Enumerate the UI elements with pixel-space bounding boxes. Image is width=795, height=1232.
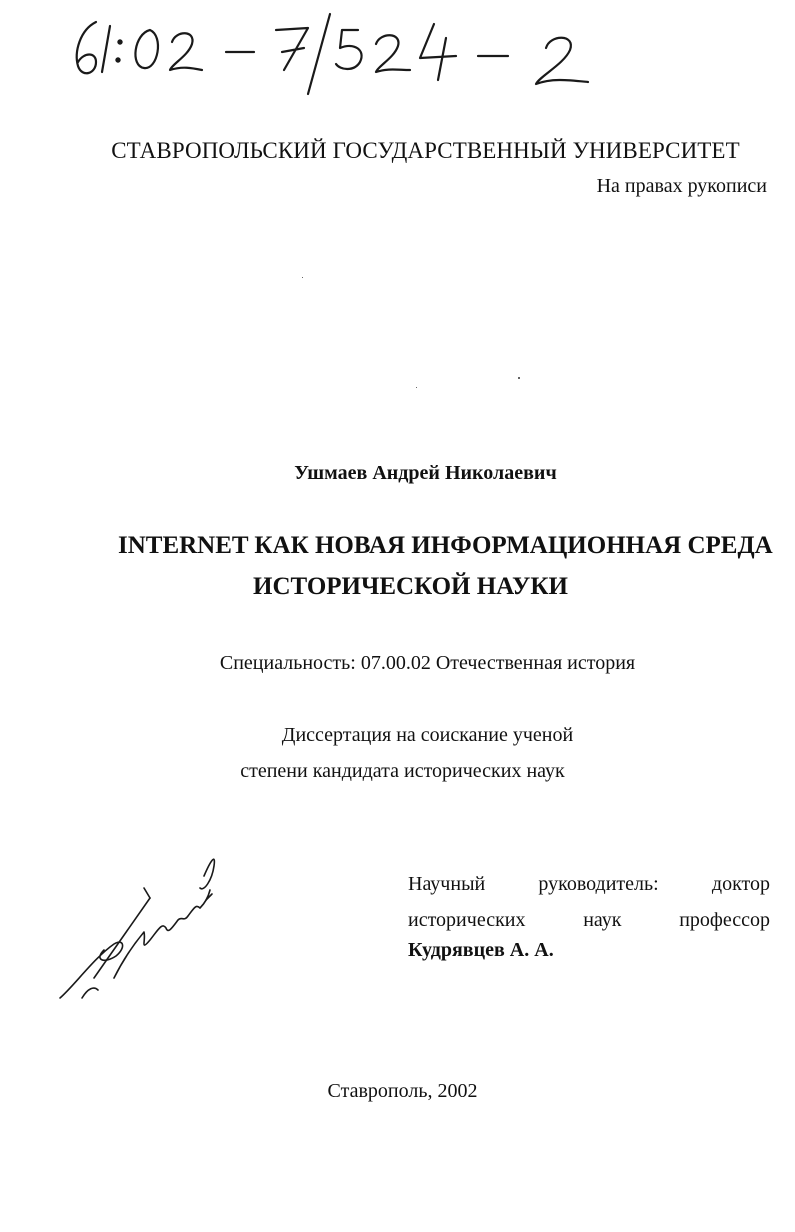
supervisor-block	[408, 866, 770, 938]
dissertation-title-line1: INTERNET КАК НОВАЯ ИНФОРМАЦИОННАЯ СРЕДА	[118, 532, 773, 559]
degree-line2: степени кандидата исторических наук	[240, 760, 565, 782]
scan-speck	[302, 277, 303, 278]
university-name: СТАВРОПОЛЬСКИЙ ГОСУДАРСТВЕННЫЙ УНИВЕРСИТЕТ	[111, 138, 740, 163]
supervisor-line1: Научный руководитель: доктор	[408, 873, 770, 895]
supervisor-name: Кудрявцев А. А.	[408, 939, 554, 961]
handwritten-signature	[54, 848, 224, 1008]
scan-speck	[518, 377, 520, 379]
dissertation-title-line2: ИСТОРИЧЕСКОЙ НАУКИ	[253, 573, 568, 600]
handwritten-catalog-number	[58, 8, 598, 98]
degree-line1: Диссертация на соискание ученой	[281, 724, 574, 746]
supervisor-line2: исторических наук профессор	[408, 909, 770, 931]
specialty: Специальность: 07.00.02 Отечественная история	[219, 652, 636, 674]
city-year: Ставрополь, 2002	[327, 1080, 478, 1102]
manuscript-rights: На правах рукописи	[596, 175, 767, 197]
scan-speck	[416, 387, 417, 388]
author-name: Ушмаев Андрей Николаевич	[294, 462, 557, 484]
